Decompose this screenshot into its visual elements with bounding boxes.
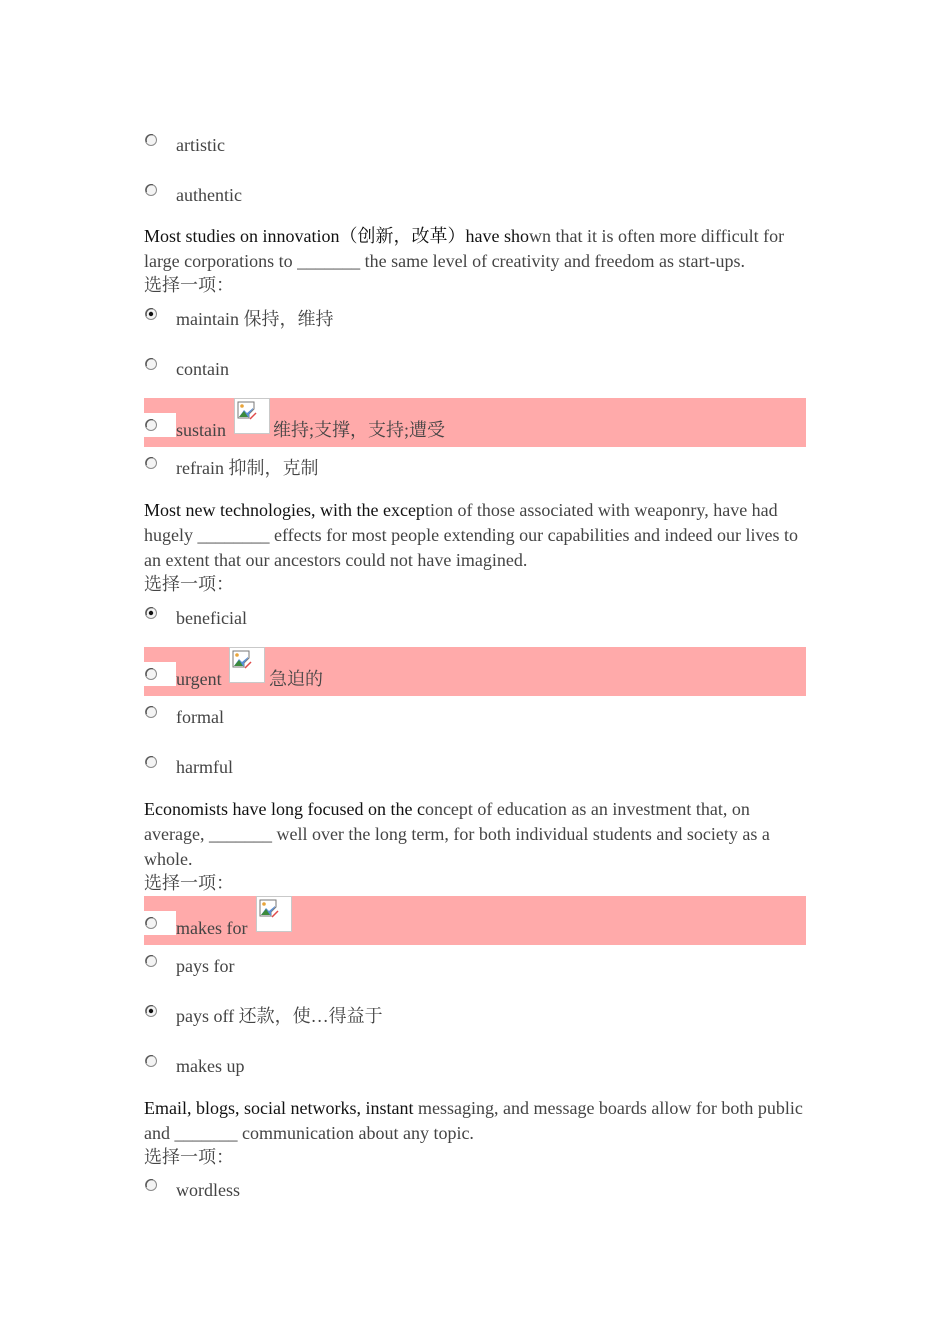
radio-selected-icon[interactable]: [144, 999, 158, 1013]
question-stem-rest: wn that it is often more difficult for large corporations to _______ the same level of creativity and freedom as start-ups.: [144, 226, 785, 271]
question-2-stem: [144, 498, 812, 573]
radio-unselected-icon[interactable]: [144, 352, 158, 366]
question-stem-rest: tion of those associated with weaponry, have had hugely ________ effects for most people extending our capabilities and indeed our lives to an extent that our ancestors could not have imagined.: [144, 500, 799, 570]
option-label: contain: [176, 359, 229, 379]
question-stem-lead: Most studies on innovation（创新，改革）have sho: [144, 226, 529, 246]
radio-unselected-icon[interactable]: [144, 413, 158, 427]
option-label: makes up: [176, 1056, 245, 1076]
option-label: maintain 保持，维持: [176, 309, 334, 329]
broken-image-icon: [256, 896, 292, 932]
question-3-stem: [144, 797, 812, 872]
radio-unselected-icon[interactable]: [144, 750, 158, 764]
question-1-prompt: 选择一项：: [144, 275, 234, 295]
question-stem-rest: messaging, and message boards allow for both public and _______ communication about any topic.: [144, 1098, 803, 1143]
radio-unselected-icon[interactable]: [144, 1049, 158, 1063]
radio-unselected-icon[interactable]: [144, 700, 158, 714]
question-3-prompt: 选择一项：: [144, 873, 234, 893]
radio-unselected-icon[interactable]: [144, 662, 158, 676]
option-label: urgent: [176, 669, 222, 689]
question-stem-rest: oncept of education as an investment that, on average, _______ well over the long term, for both individual students and society as a whole.: [144, 799, 770, 869]
radio-unselected-icon[interactable]: [144, 911, 158, 925]
radio-selected-icon[interactable]: [144, 302, 158, 316]
option-label: formal: [176, 707, 224, 727]
option-note-text: 维持;支撑，支持;遭受: [273, 420, 446, 440]
option-label: harmful: [176, 757, 233, 777]
radio-unselected-icon[interactable]: [144, 451, 158, 465]
option-label: sustain: [176, 420, 227, 440]
radio-unselected-icon[interactable]: [144, 178, 158, 192]
option-label: pays for: [176, 956, 235, 976]
broken-image-icon: [234, 398, 270, 434]
radio-selected-icon[interactable]: [144, 601, 158, 615]
option-label: refrain 抑制，克制: [176, 458, 319, 478]
question-4-prompt: 选择一项：: [144, 1147, 234, 1167]
broken-image-icon: [229, 647, 265, 683]
radio-unselected-icon[interactable]: [144, 1173, 158, 1187]
option-label: makes for: [176, 918, 248, 938]
question-stem-lead: Most new technologies, with the excep: [144, 500, 425, 520]
question-4-stem: [144, 1096, 812, 1146]
question-2-prompt: 选择一项：: [144, 574, 234, 594]
option-label: artistic: [176, 135, 225, 155]
question-1-stem: [144, 224, 812, 274]
question-stem-lead: Economists have long focused on the c: [144, 799, 425, 819]
radio-unselected-icon[interactable]: [144, 949, 158, 963]
option-label: pays off 还款，使…得益于: [176, 1006, 383, 1026]
option-label: authentic: [176, 185, 242, 205]
option-note-text: 急迫的: [269, 669, 323, 689]
option-label: wordless: [176, 1180, 240, 1200]
radio-unselected-icon[interactable]: [144, 128, 158, 142]
question-stem-lead: Email, blogs, social networks, instant: [144, 1098, 414, 1118]
option-label: beneficial: [176, 608, 247, 628]
